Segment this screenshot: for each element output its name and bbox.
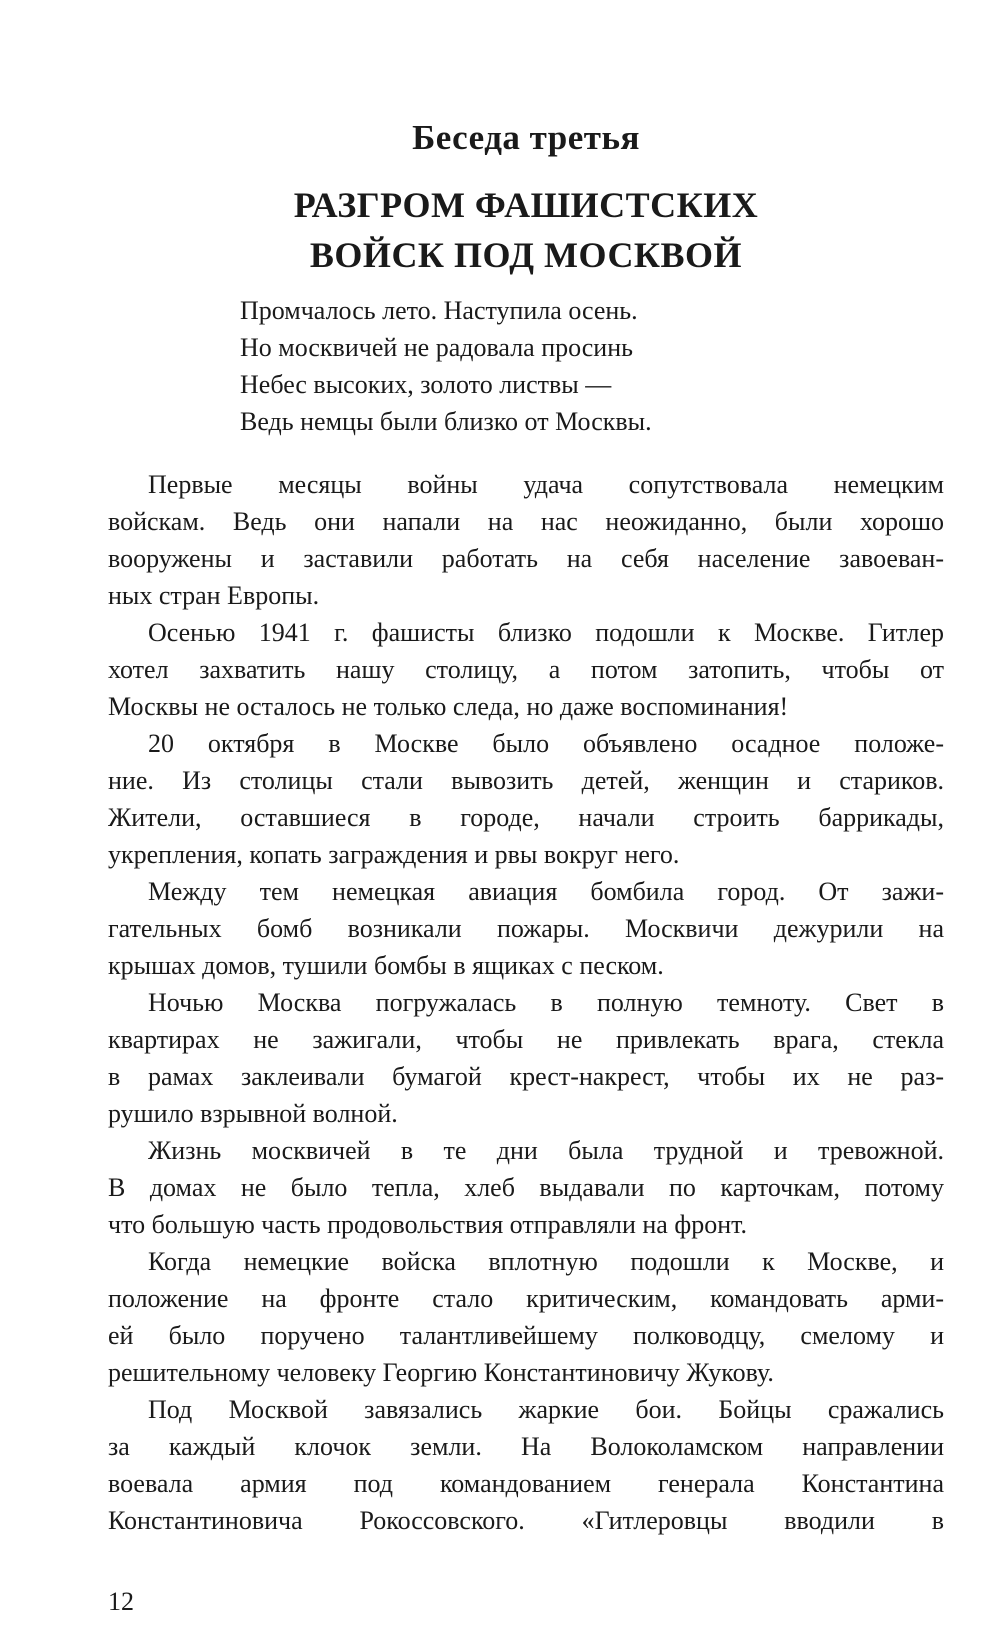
text-line: Москвы не осталось не только следа, но даже воспоминания! xyxy=(108,692,789,721)
text-line: за каждый клочок земли. На Волоколамском направлении xyxy=(108,1432,944,1461)
poem-line: Промчалось лето. Наступила осень. xyxy=(240,296,638,325)
text-line: Константиновича Рокоссовского. «Гитлеровцы вводили в xyxy=(108,1506,944,1535)
text-line: воевала армия под командованием генерала Константина xyxy=(108,1469,944,1498)
text-line: рушило взрывной волной. xyxy=(108,1099,398,1128)
text-line: 20 октября в Москве было объявлено осадное положе- xyxy=(148,729,944,758)
text-line: Жизнь москвичей в те дни была трудной и тревожной. xyxy=(148,1136,944,1165)
text-line: Первые месяцы войны удача сопутствовала немецким xyxy=(148,470,944,499)
chapter-title-line: ВОЙСК ПОД МОСКВОЙ xyxy=(309,235,743,275)
text-line: квартирах не зажигали, чтобы не привлекать врага, стекла xyxy=(108,1025,944,1054)
text-line: войскам. Ведь они напали на нас неожиданно, были хорошо xyxy=(108,507,944,536)
text-line: Осенью 1941 г. фашисты близко подошли к Москве. Гитлер xyxy=(148,618,944,647)
text-line: что большую часть продовольствия отправляли на фронт. xyxy=(108,1210,748,1239)
poem-line: Небес высоких, золото листвы — xyxy=(240,370,612,399)
poem-line: Но москвичей не радовала просинь xyxy=(240,333,633,362)
text-line: Между тем немецкая авиация бомбила город. От зажи- xyxy=(148,877,944,906)
text-line: ей было поручено талантливейшему полководцу, смелому и xyxy=(108,1321,944,1350)
text-line: вооружены и заставили работать на себя население завоеван- xyxy=(108,544,944,573)
epigraph-poem xyxy=(240,292,652,440)
text-line: Ночью Москва погружалась в полную темноту. Свет в xyxy=(148,988,944,1017)
chapter-title xyxy=(108,180,944,280)
poem-line: Ведь немцы были близко от Москвы. xyxy=(240,407,652,436)
text-line: укрепления, копать заграждения и рвы вокруг него. xyxy=(108,840,680,869)
text-line: гательных бомб возникали пожары. Москвичи дежурили на xyxy=(108,914,944,943)
text-line: Жители, оставшиеся в городе, начали строить баррикады, xyxy=(108,803,944,832)
text-line: ных стран Европы. xyxy=(108,581,320,610)
text-line: Когда немецкие войска вплотную подошли к Москве, и xyxy=(148,1247,944,1276)
text-line: В домах не было тепла, хлеб выдавали по карточкам, потому xyxy=(108,1173,944,1202)
text-line: крышах домов, тушили бомбы в ящиках с песком. xyxy=(108,951,664,980)
body-text xyxy=(108,466,944,1539)
text-line: Под Москвой завязались жаркие бои. Бойцы сражались xyxy=(148,1395,944,1424)
book-page xyxy=(108,0,944,1651)
chapter-label: Беседа третья xyxy=(412,118,640,157)
text-line: положение на фронте стало критическим, командовать арми- xyxy=(108,1284,944,1313)
page-number: 12 xyxy=(108,1587,134,1616)
text-line: хотел захватить нашу столицу, а потом затопить, чтобы от xyxy=(108,655,944,684)
text-line: решительному человеку Георгию Константиновичу Жукову. xyxy=(108,1358,774,1387)
text-line: ние. Из столицы стали вывозить детей, женщин и стариков. xyxy=(108,766,944,795)
text-line: в рамах заклеивали бумагой крест-накрест, чтобы их не раз- xyxy=(108,1062,944,1091)
chapter-title-line: РАЗГРОМ ФАШИСТСКИХ xyxy=(293,185,759,225)
